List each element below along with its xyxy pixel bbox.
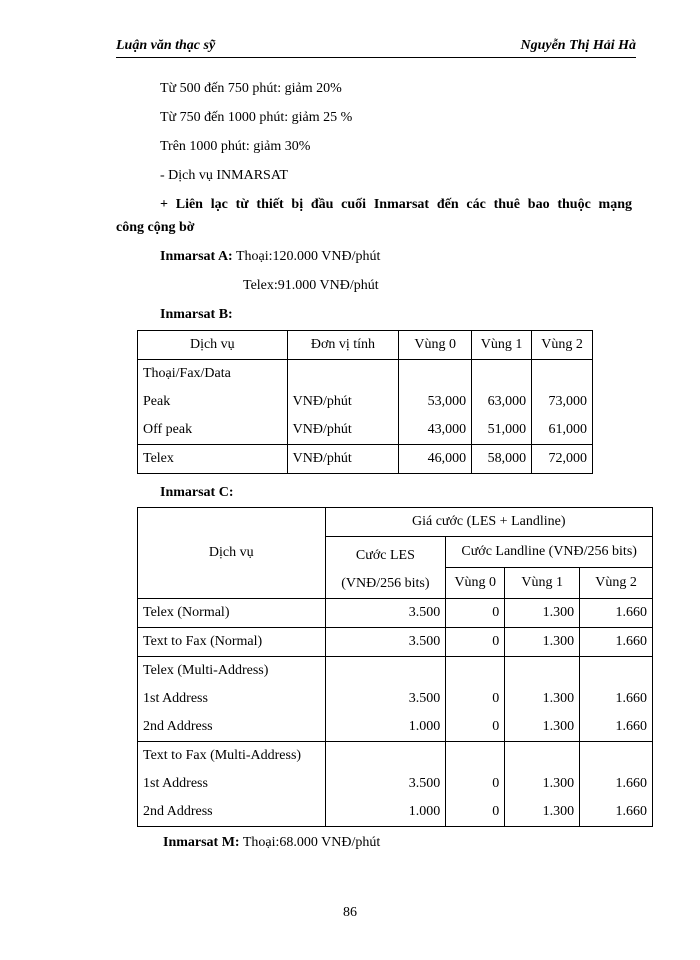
discount-line-1: Từ 500 đến 750 phút: giảm 20%: [160, 81, 342, 96]
les-header-line1: Cước LES: [355, 548, 415, 563]
col-header: Dịch vụ: [138, 508, 326, 599]
cell: 3.500: [325, 599, 446, 628]
cell: Peak: [138, 388, 288, 416]
cell: VNĐ/phút: [287, 445, 399, 474]
cell: 1.300: [505, 628, 580, 657]
cell: 0: [446, 628, 505, 657]
cell: 73,000: [532, 388, 593, 416]
cell: 1st Address: [138, 770, 326, 798]
inmarsat-m-label: Inmarsat M:: [163, 835, 240, 850]
table-row: [138, 416, 593, 445]
table-row: [138, 798, 653, 827]
cell: 63,000: [472, 388, 532, 416]
cell: 1st Address: [138, 685, 326, 713]
cell: 0: [446, 713, 505, 742]
table-row: [138, 599, 653, 628]
page-number: 86: [343, 905, 357, 920]
cell: 2nd Address: [138, 798, 326, 827]
col-header: Vùng 2: [532, 331, 593, 360]
col-header: Đơn vị tính: [287, 331, 399, 360]
header-right: Nguyễn Thị Hải Hà: [520, 38, 636, 53]
cell: 3.500: [325, 628, 446, 657]
cell: 0: [446, 599, 505, 628]
inmarsat-b-label: Inmarsat B:: [160, 307, 233, 322]
cell: 1.000: [325, 798, 446, 827]
col-header: Vùng 0: [446, 568, 505, 599]
cell: 1.000: [325, 713, 446, 742]
discount-line-2: Từ 750 đến 1000 phút: giảm 25 %: [160, 110, 353, 125]
cell: 0: [446, 770, 505, 798]
cell: 61,000: [532, 416, 593, 445]
cell: Telex (Normal): [138, 599, 326, 628]
group-label: Telex (Multi-Address): [138, 657, 326, 686]
col-header: Cước Landline (VNĐ/256 bits): [446, 537, 653, 568]
col-header: Vùng 1: [472, 331, 532, 360]
cell: 43,000: [399, 416, 472, 445]
cell: 2nd Address: [138, 713, 326, 742]
inmarsat-m-voice: Thoại:68.000 VNĐ/phút: [242, 835, 381, 850]
table-row: [138, 657, 653, 686]
group-label: Text to Fax (Multi-Address): [138, 742, 326, 771]
cell: 0: [446, 685, 505, 713]
cell: 1.300: [505, 770, 580, 798]
inmarsat-a-line: [160, 249, 380, 265]
cell: 1.300: [505, 685, 580, 713]
section-heading: + Liên lạc từ thiết bị đầu cuối Inmarsat đến các thuê bao thuộc mạng: [160, 197, 632, 212]
les-header-line2: (VNĐ/256 bits): [341, 576, 430, 591]
table-row: [138, 360, 593, 389]
header-left: Luận văn thạc sỹ: [116, 38, 216, 53]
table-header-row: [138, 331, 593, 360]
cell: VNĐ/phút: [287, 388, 399, 416]
cell: 1.660: [580, 599, 653, 628]
table-row: [138, 445, 593, 474]
cell: 51,000: [472, 416, 532, 445]
col-header: Giá cước (LES + Landline): [325, 508, 653, 537]
les-header: [325, 537, 446, 599]
page-header: [116, 38, 636, 58]
inmarsat-c-label: Inmarsat C:: [160, 485, 234, 500]
cell: Text to Fax (Normal): [138, 628, 326, 657]
inmarsat-c-table: [137, 507, 653, 827]
cell: 3.500: [325, 685, 446, 713]
cell: 72,000: [532, 445, 593, 474]
col-header: Vùng 1: [505, 568, 580, 599]
table-row: [138, 770, 653, 798]
cell: VNĐ/phút: [287, 416, 399, 445]
table-row: [138, 388, 593, 416]
inmarsat-a-voice: Thoại:120.000 VNĐ/phút: [235, 249, 381, 264]
inmarsat-b-table: [137, 330, 593, 474]
cell: 1.660: [580, 798, 653, 827]
table-row: [138, 742, 653, 771]
cell: 1.300: [505, 713, 580, 742]
table-header-row: [138, 508, 653, 537]
cell: 1.300: [505, 599, 580, 628]
section-heading-cont: công cộng bờ: [116, 220, 195, 235]
col-header: Vùng 0: [399, 331, 472, 360]
header-rule: [116, 57, 636, 58]
table-row: [138, 628, 653, 657]
cell: 1.660: [580, 713, 653, 742]
cell: 1.300: [505, 798, 580, 827]
inmarsat-a-label: Inmarsat A:: [160, 249, 233, 264]
cell: 46,000: [399, 445, 472, 474]
cell: Off peak: [138, 416, 288, 445]
cell: 1.660: [580, 770, 653, 798]
inmarsat-service-heading: - Dịch vụ INMARSAT: [160, 168, 288, 183]
cell: Telex: [138, 445, 288, 474]
cell: 1.660: [580, 685, 653, 713]
cell: 0: [446, 798, 505, 827]
inmarsat-m-line: [163, 835, 380, 851]
cell: 3.500: [325, 770, 446, 798]
discount-line-3: Trên 1000 phút: giảm 30%: [160, 139, 311, 154]
col-header: Vùng 2: [580, 568, 653, 599]
inmarsat-a-telex: Telex:91.000 VNĐ/phút: [243, 278, 379, 293]
cell: 58,000: [472, 445, 532, 474]
cell: 1.660: [580, 628, 653, 657]
group-label: Thoại/Fax/Data: [138, 360, 288, 389]
table-row: [138, 713, 653, 742]
cell: 53,000: [399, 388, 472, 416]
col-header: Dịch vụ: [138, 331, 288, 360]
table-row: [138, 685, 653, 713]
